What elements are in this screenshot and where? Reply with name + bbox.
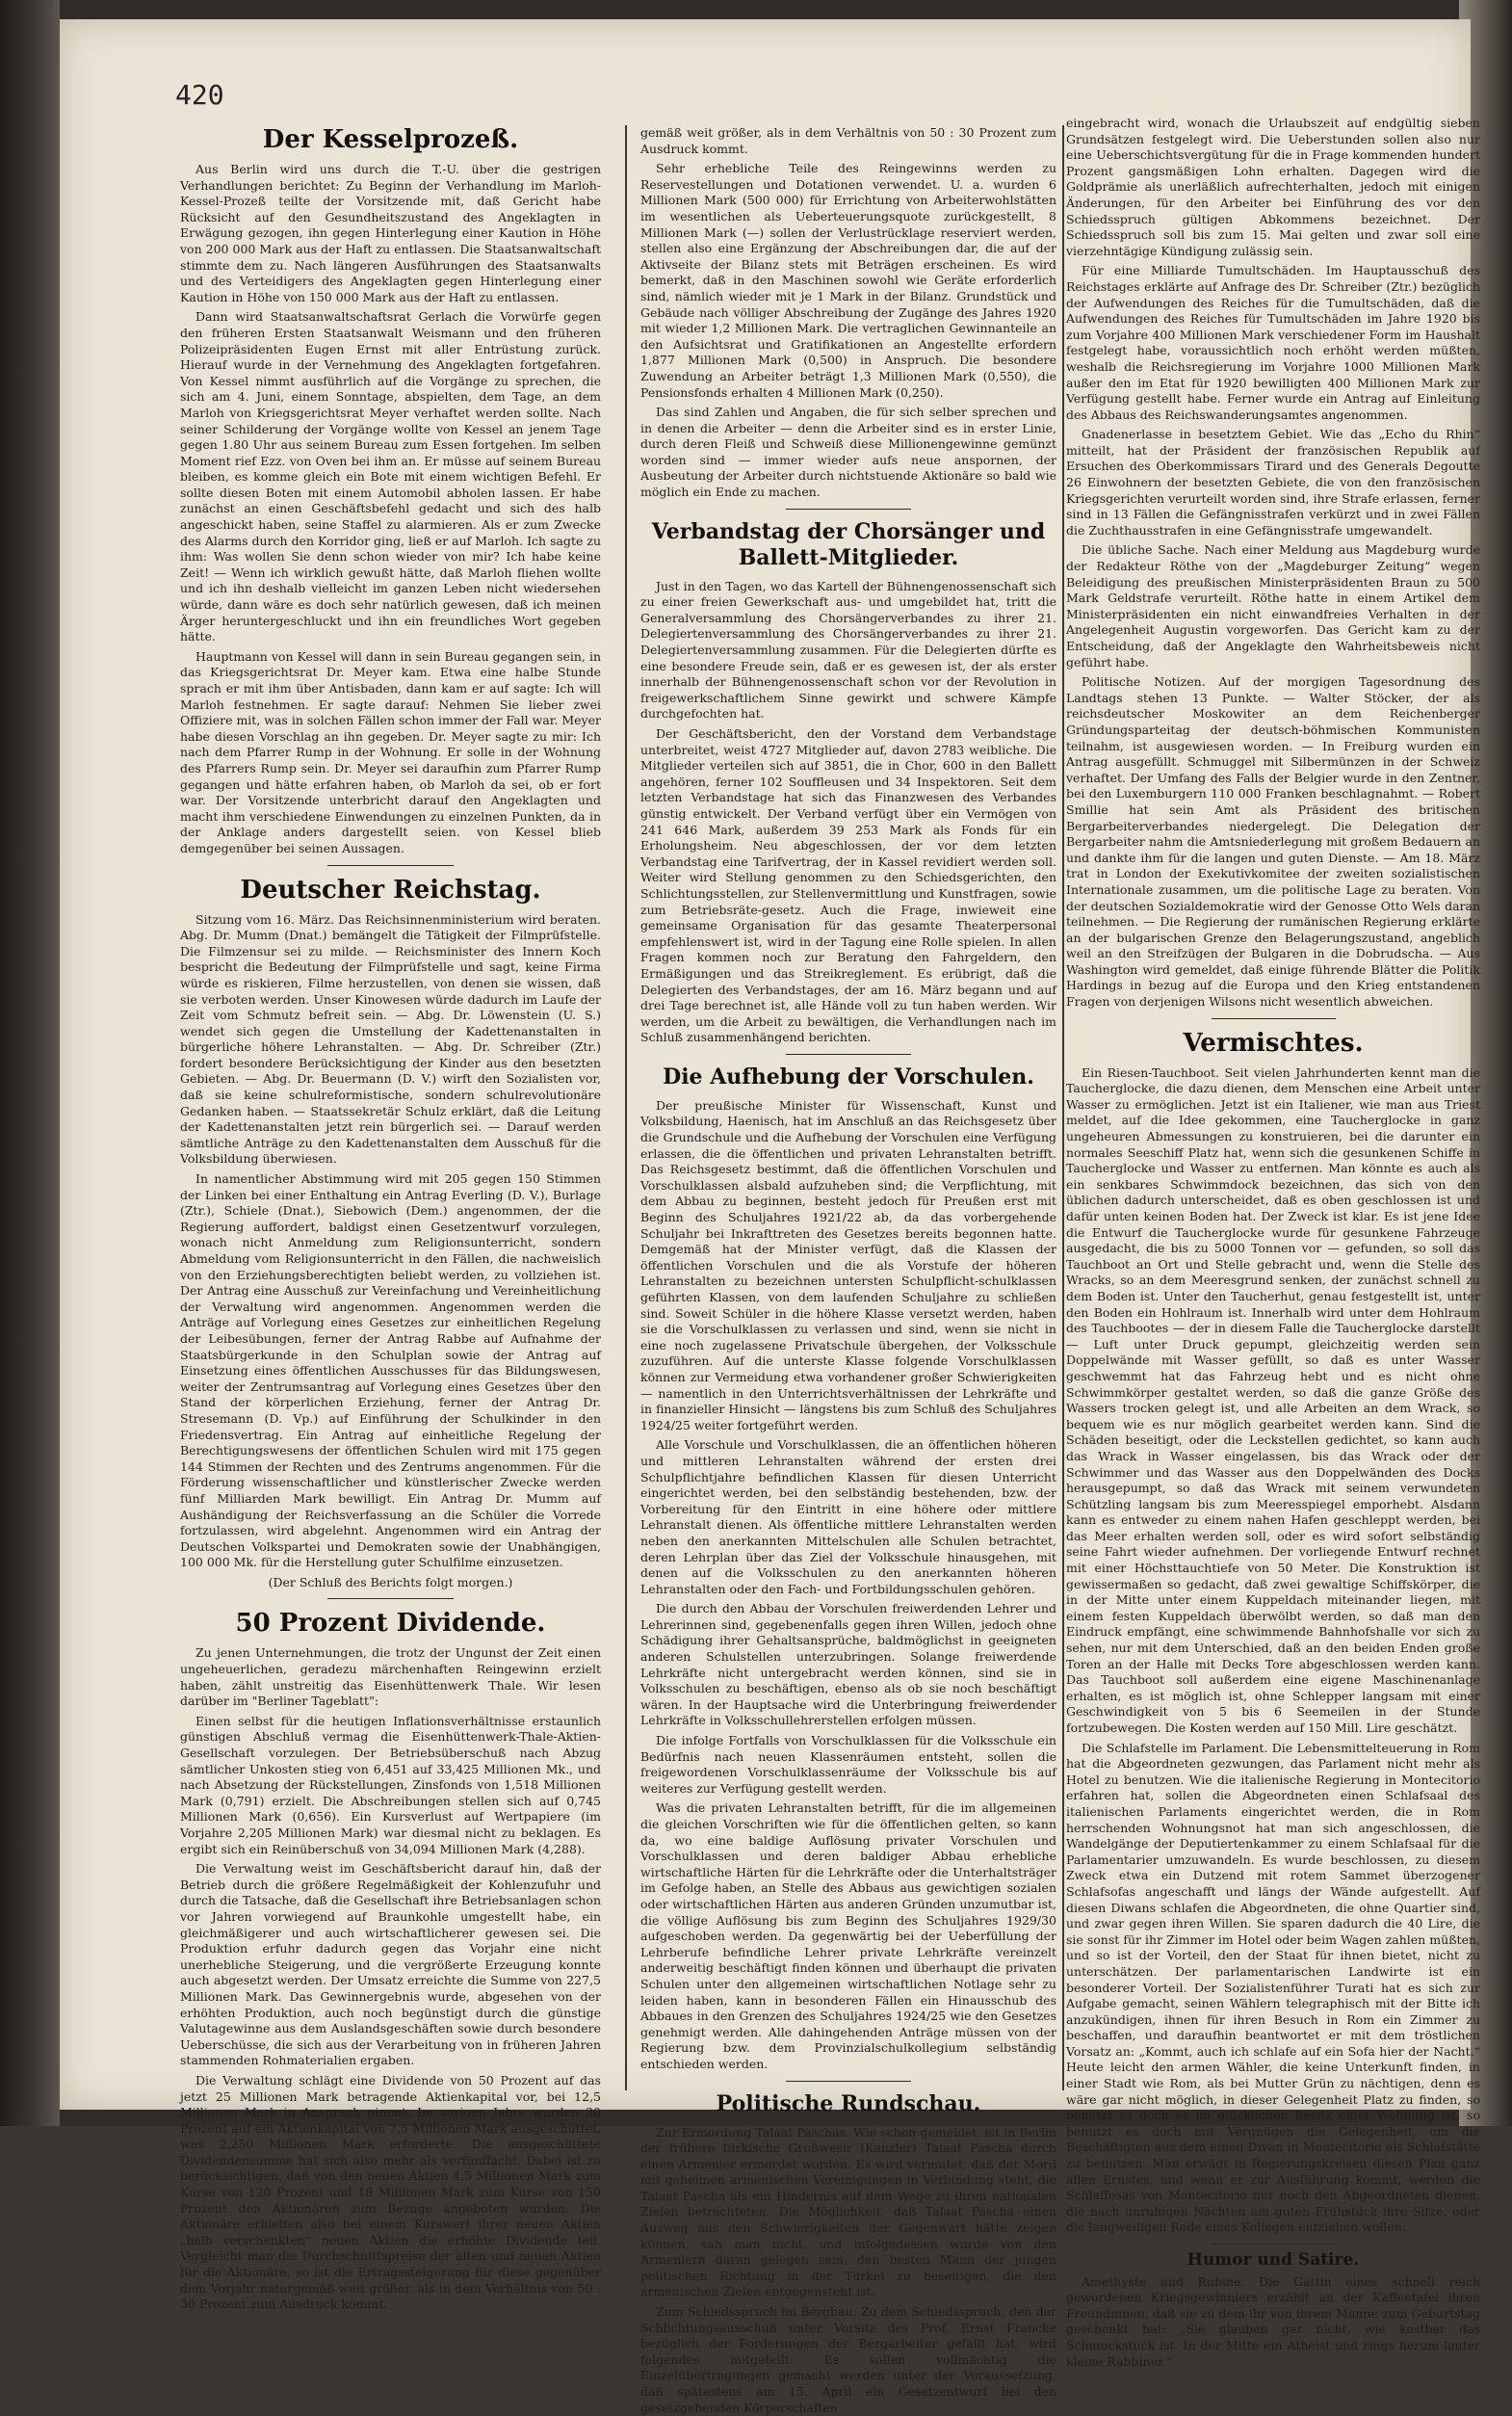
article-paragraph: Die durch den Abbau der Vorschulen freiwerdenden Lehrer und Lehrerinnen sind, gegebenenfalls gegen ihren Willen, jedoch ohne Schädigung ihrer Gehaltsansprüche, baldmöglichst in geeigneten anderen Schulstellen unterzubringen. Solange freiwerdende Lehrkräfte nicht untergebracht werden können, sind sie in Volksschulen zu beschäftigen, ebenso als ob sie noch beschäftigt wären. In der Hauptsache wird die Unterbringung freiwerdender Lehrkräfte in Volksschullehrerstellen erfolgen müssen.	[640, 1601, 1056, 1728]
article-paragraph: Zu jenen Unternehmungen, die trotz der Ungunst der Zeit einen ungeheuerlichen, geradezu märchenhaften Reingewinn erzielt haben, zählt unstreitig das Eisenhüttenwerk Thale. Wir lesen darüber im "Berliner Tageblatt":	[180, 1645, 601, 1709]
article-paragraph: Die Verwaltung schlägt eine Dividende von 50 Prozent auf das jetzt 25 Millionen Mark betragende Aktienkapital vor, bei 12,5 Millionen Mark in Anspruch nimmt. Im vorigen Jahre wurden 30 Prozent auf ein Aktienkapital von 7,5 Millionen Mark ausgeschüttet, was 2,250 Millionen Mark erforderte. Die ausgeschüttete Dividendensumme hat sich also mehr als verfünffacht. Dabei ist zu berücksichtigen, daß von den neuen Aktien 4,5 Millionen Mark zum Kurse von 120 Prozent und 18 Millionen Mark zum Kurse von 150 Prozent den Aktionären zum Bezuge angeboten wurden. Die Aktionäre erhielten also bei einem Kurswert ihrer neuen Aktien „halb verschenkten“ neuen Aktien die erhöhte Dividende teil. Vergleicht man die Durchschnittspreise der alten und neuen Aktien für die Aktionäre, so ist die Ertragssteigerung für diese gegenüber dem Vorjahr naturgemäß weit größer, als in dem Verhältnis von 50 : 30 Prozent zum Ausdruck kommt.	[180, 2072, 601, 2312]
article-paragraph: Just in den Tagen, wo das Kartell der Bühnengenossenschaft sich zu einer freien Gewerkschaft aus- und umgebildet hat, tritt die Generalversammlung des Chorsängerverbandes zu ihrer 21. Delegiertenversammlung des Chorsängerverbandes zu ihrer 21. Delegiertenversammlung zusammen. Für die Delegierten dürfte es eine besondere Freude sein, daß er es gewesen ist, der als erster innerhalb der Bühnengenossenschaft schon vor der Revolution in freigewerkschaftlichem Sinne gewirkt und schwere Kämpfe durchgefochten hat.	[640, 578, 1056, 722]
article-paragraph: Politische Notizen. Auf der morgigen Tagesordnung des Landtags stehen 13 Punkte. — Walter Stöcker, der als reichsdeutscher Moskowiter an dem Reichenberger Gründungsparteitag der deutsch-böhmischen Kommunisten teilnahm, ist ausgewiesen worden. — In Freiburg wurden ein Antrag ausgefüllt. Schmuggel mit Silbermünzen in der Schweiz verhaftet. Der Umfang des Falls der Belgier wurde in den Zentner, bei den Luxemburgern 110 000 Franken beschlagnahmt. — Robert Smillie hat sein Amt als Präsident des britischen Bergarbeiterverbandes niedergelegt. Die Delegation der Bergarbeiter nahm die Amtsniederlegung mit großem Bedauern an und dankte ihm für die langen und guten Dienste. — Am 18. März trat in London der Exekutivkomitee der zweiten sozialistischen Internationale zusammen, um die politische Lage zu beraten. Von der deutschen Sozialdemokratie wird der Genosse Otto Wels daran teilnehmen. — Die Regierung der rumänischen Regierung erklärte an der bulgarischen Grenze den Belagerungszustand, angeblich weil an den Streifzügen der Bulgaren in die Dobrudscha. — Aus Washington wird gemeldet, daß einige führende Blätter die Politik Hardings in bezug auf die Europa und den Krieg entstandenen Fragen von derjenigen Wilsons nicht wesentlich abweichen.	[1066, 674, 1480, 1010]
article-paragraph: Was die privaten Lehranstalten betrifft, für die im allgemeinen die gleichen Vorschriften wie für die öffentlichen gelten, so kann da, wo eine baldige Auflösung privater Vorschulen und Vorschulklassen und deren baldiger Abbau erhebliche wirtschaftliche Härten für die Lehrkräfte oder die Unterhaltsträger im Gefolge haben, an Stelle des Abbaus aus gewichtigen sozialen oder wirtschaftlichen Härten aus anderen Gründen unzumutbar ist, die völlige Auflösung bis zum Beginn des Schuljahres 1929/30 aufgeschoben werden. Da gegenwärtig bei der Ueberfüllung der Lehrberufe befindliche Lehrer private Lehrkräfte vereinzelt anderweitig beschäftigt finden können und überhaupt die privaten Schulen unter den allgemeinen wirtschaftlichen Notlage sehr zu leiden haben, kann in besonderen Fällen ein Hinausschub des Abbaues in den Grenzen des Schuljahres 1924/25 wie den Gesetzes genehmigt werden. Alle dahingehenden Anträge müssen von der Regierung bzw. dem Provinzialschulkollegium selbständig entschieden werden.	[640, 1800, 1056, 2071]
column-2	[640, 125, 1056, 2415]
article-paragraph: gemäß weit größer, als in dem Verhältnis von 50 : 30 Prozent zum Ausdruck kommt.	[640, 125, 1056, 156]
headline-vermischtes: Vermischtes.	[1183, 1028, 1364, 1058]
article-paragraph: Zur Ermordung Talaat Paschas. Wie schon gemeldet, ist in Berlin der frühere türkische Großwesir (Kanzler) Talaat Pascha durch einen Armenier ermordet worden. Es wird vermutet, daß der Mord mit geheimen armenischen Vereinigungen in Verbindung steht, die Talaat Pascha als ein Hindernis auf dem Wege zu ihren nationalen Zielen betrachteten. Die Möglichkeit, daß Talaat Pascha einen Ausweg aus den Schwierigkeiten der Gegenwart hätte zeigen können, sah man nicht, und infolgedessen wurde von den Armeniern daran gelegen sein, den besten Mann der jungen politischen Richtung in der Türkei zu beseitigen, die den armenischen Zielen entgegensteht ist.	[640, 2124, 1056, 2299]
column-rule-right	[1062, 125, 1064, 2090]
divider	[1212, 1018, 1336, 1019]
headline-dividende: 50 Prozent Dividende.	[235, 1609, 546, 1639]
article-paragraph: Gnadenerlasse in besetztem Gebiet. Wie das „Echo du Rhin“ mitteilt, hat der Präsident der französischen Republik auf Ersuchen des Oberkommissars Tirard und des Generals Degoutte 26 Einwohnern der besetzten Gebiete, die von den französischen Kriegsgerichten verurteilt worden sind, ihre Strafe erlassen, ferner sind in 13 Fällen die Gefängnisstrafen verkürzt und in zwei Fällen die Zuchthausstrafen in eine Gefängnisstrafe umgewandelt.	[1066, 427, 1480, 538]
article-note: (Der Schluß des Berichts folgt morgen.)	[268, 1574, 513, 1589]
article-paragraph: Hauptmann von Kessel will dann in sein Bureau gegangen sein, in das Kriegsgerichtsrat Dr. Meyer kam. Etwa eine halbe Stunde sprach er mit ihm über Antisbaden, dann kam er auf sagte: Ich will Marloh festnehmen. Er sagte darauf: Nehmen Sie lieber zwei Offiziere mit, was in solchen Fällen schon immer der Fall war. Meyer habe diesen Vorschlag an ihn gegeben. Dr. Meyer sagte zu mir: Ich nach dem Pfarrer Rump in der Wohnung. Er solle in der Wohnung des Pfarrers Rump sein. Dr. Meyer sei daraufhin zum Pfarrer Rump gegangen und hätte erfahren haben, ob Marloh da sei, ob er fort war. Der Vorsitzende unterbricht darauf den Angeklagten und macht ihm verschiedene Einwendungen zu einzelnen Punkten, da in der Anklage anders dargestellt seien. von Kessel blieb demgegenüber bei seinen Aussagen.	[180, 648, 601, 855]
article-paragraph: Die Verwaltung weist im Geschäftsbericht darauf hin, daß der Betrieb durch die größere Regelmäßigkeit der Kohlenzufuhr und durch die Tatsache, daß die Gesellschaft ihre Betriebsanlagen schon vor Jahren vorwiegend auf Braunkohle umgestellt habe, ein gleichmäßigerer und auch wirtschaftlicherer gewesen sei. Die Produktion erfuhr dadurch gegen das Vorjahr eine nicht unerhebliche Steigerung, und die vergrößerte Erzeugung konnte auch abgesetzt werden. Der Umsatz erreichte die Summe von 227,5 Millionen Mark. Das Gewinnergebnis wurde, abgesehen von der erhöhten Produktion, auch noch begünstigt durch die günstige Valutagewinne aus dem Auslandsgeschäften sowie durch besondere Ueberschüsse, die sich aus der Verarbeitung von in früheren Jahren stammenden Rohmaterialien ergaben.	[180, 1861, 601, 2068]
divider	[327, 1598, 454, 1599]
article-paragraph: Sehr erhebliche Teile des Reingewinns werden zu Reservestellungen und Dotationen verwendet. U. a. wurden 6 Millionen Mark (500 000) für Errichtung von Arbeiterwohlstätten im wesentlichen als Ueberteuerungsquote zurückgestellt, 8 Millionen Mark (—) sollen der Verlustrücklage reserviert werden, stellen also eine Ergänzung der Abschreibungen dar, die auf der Aktivseite der Bilanz stets mit Beträgen erscheinen. Es wird bemerkt, daß in den Maschinen sowohl wie Geräte erforderlich sind, nämlich wieder mit je 1 Mark in der Bilanz. Grundstück und Gebäude nach völliger Abschreibung der Zugänge des Jahres 1920 mit wieder 1,2 Millionen Mark. Die vertraglichen Gewinnanteile an den Aufsichtsrat und Gratifikationen an Angestellte erfordern 1,877 Millionen Mark (0,500) in Anspruch. Die besondere Zuwendung an Arbeiter beträgt 1,3 Millionen Mark (0,550), die Pensionsfonds erhalten 4 Millionen Mark (0,250).	[640, 161, 1056, 400]
article-paragraph: Der preußische Minister für Wissenschaft, Kunst und Volksbildung, Haenisch, hat im Anschluß an das Reichsgesetz über die Grundschule und die Aufhebung der Vorschulen eine Verfügung erlassen, die die öffentlichen und privaten Lehranstalten betrifft. Das Reichsgesetz bestimmt, daß die öffentlichen Vorschulen und Vorschulklassen alsbald aufzuheben sind; die Verpflichtung, mit dem Abbau zu beginnen, besteht jedoch für Preußen erst mit Beginn des Schuljahres 1921/22 ab, da das vorbergehende Schuljahr bei Inkrafttreten des Gesetzes bereits begonnen hatte. Demgemäß hat der Minister verfügt, daß die Klassen der öffentlichen Vorschulen und die als Vorstufe der höheren Lehranstalten zu bezeichnen untersten Schulpflicht-schulklassen geführten Klassen, von dem laufenden Schuljahre zu schließen sind. Soweit Schüler in die höhere Klasse versetzt werden, haben sie die Vorschulklassen zu verlassen und sind, wenn sie nicht in eine noch zugelassene Privatschule übergehen, der Volksschule zuzuführen. Auf die unterste Klasse folgende Vorschulklassen können zur Vermeidung etwa vorhandener großer Schwierigkeiten — namentlich in den Unterrichtsverhältnissen der Lehrkräfte und in finanzieller Hinsicht — längstens bis zum Schluß des Schuljahres 1924/25 weiter fortgeführt werden.	[640, 1097, 1056, 1432]
column-rule-left	[625, 125, 627, 2090]
divider	[786, 2081, 911, 2082]
article-paragraph: Die übliche Sache. Nach einer Meldung aus Magdeburg wurde der Redakteur Röthe von der „Magdeburger Zeitung“ wegen Beleidigung des preußischen Ministerpräsidenten Braun zu 500 Mark Geldstrafe verurteilt. Röthe hatte in einem Artikel dem Ministerpräsidenten ein nicht einwandfreies Verhalten in der Angelegenheit Augustin vorgeworfen. Das Gericht kam zu der Entscheidung, daß der Angeklagte den Wahrheitsbeweis nicht geführt habe.	[1066, 542, 1480, 670]
divider	[786, 509, 911, 510]
newspaper-page	[60, 19, 1480, 2415]
article-paragraph: Die Schlafstelle im Parlament. Die Lebensmittelteuerung in Rom hat die Abgeordneten gezwungen, das Parlament nicht mehr als Hotel zu benutzen. Wie die italienische Regierung in Montecitorio erfahren hat, sollen die Abgeordneten einen Schlafsaal des italienischen Parlaments eingerichtet werden, die in Rom herrschenden Wohnungsnot hat man sich angeschlossen, die Wandelgänge der Deputiertenkammer zu einem Schlafsaal für die Parlamentarier umzuwandeln. Es wurde beschlossen, zu diesem Zweck etwa ein Dutzend mit rotem Sammet überzogener Schlafsofas angeschafft und längs der Wände aufgestellt. Auf diesen Diwans schlafen die Abgeordneten, die ohne Quartier sind, und zwar gegen ihren Willen. Sie sparen dadurch die 40 Lire, die sie sonst für ihr Zimmer im Hotel oder beim Wagen zahlen müßten, und so ist der Vorteil, den der Staat für ihnen bietet, nicht zu unterschätzen. Der parlamentarischen Landwirte ist ein besonderer Vorteil. Der Sozialistenführer Turati hat es sich zur Aufgabe gemacht, seinen Wählern telegraphisch mit der Bitte ich anzukündigen, ihnen für ihren Besuch in Rom ein Zimmer zu beschaffen, und daraufhin beantwortet er mit dem tröstlichen Vorsatz an: „Kommt, auch ich schlafe auf ein Sofa hier der Nacht.“ Heute leicht den armen Wähler, die keine Unterkunft finden, in einer Stadt wie Rom, als bei Mutter Grün zu nächtigen, denn es wäre gar nicht möglich, in dieser Gelegenheit Platz zu finden, so benutzt es doch es im glücklichen Besitz einer Wohnung ist, so benutzt es doch mit Vergnügen die Gelegenheit, um die Beschäftigten aus dem einen Divan in Montecitorio als Schlafstätte zu benutzen. Man erwägt in Regierungskreisen diesen Plan ganz allen Ernstes, und wenn er zur Ausführung kommt, werden die Schlaffosas von Montecitorio nur noch den Abgeordneten dienen, die nach unruhigen Nächten am guten Frühstück ihre Sitze, oder die langweiligen Rede eines Kollegen entziehen wollen.	[1066, 1740, 1480, 2235]
article-paragraph: Ein Riesen-Tauchboot. Seit vielen Jahrhunderten kennt man die Taucherglocke, die dazu dienen, dem Menschen eine Arbeit unter Wasser zu ermöglichen. Jetzt ist ein Italiener, wie man aus Triest meldet, auf die Idee gekommen, eine Taucherglocke in ganz ungeheuren Abmessungen zu konstruieren, bei die darunter ein normales Seeschiff Platz hat, wenn sich die gesunkenen Schiffe in Taucherglocke und Wasser zu entfernen. Man könnte es auch als ein senkbares Schwimmdock bezeichnen, das sich von den üblichen dadurch unterscheidet, daß es oben geschlossen ist und dafür unten keinen Boden hat. Der Zweck ist klar. Es ist jene Idee die Entwurf die Taucherglocke wurde für gesunkene Fahrzeuge ausgedacht, die bis zu 5000 Tonnen vor — gefunden, so soll das Tauchboot an Ort und Stelle gebracht und, wenn die Stelle des Wracks, so an dem Meeresgrund senken, der zunächst schnell zu dem Boden ist. Unter den Taucherhut, genau festgestellt ist, unter den Boden ein Hohlraum ist. Innerhalb wird unter dem Hohlraum des Tauchbootes — der in diesem Falle die Taucherglocke darstellt — Luft unter Druck gepumpt, gleichzeitig werden sein Doppelwände mit Wasser gefüllt, so daß es unter Wasser geschwemmt hat das Fahrzeug hebt und es nicht ohne Schwimmkörper gestaltet werden, so daß die ganze Größe des Wassers trocken gelegt ist, und alle Arbeiten an dem Wrack, so bequem wie es nur möglich gearbeitet werden kann. Sind die Schäden beseitigt, oder die Leckstellen gedichtet, so kann auch das Wrack in Wasser eingelassen, bis das Wrack oder der Schwimmer und das Wasser aus den Doppelwänden des Docks herausgepumpt, so daß das Wrack mit seinem verwundeten Schützling langsam bis zum Meeresspiegel emporhebt. Alsdann kann es entweder zu einem nahen Hafen geschleppt werden, bei das Meer erhalten werden soll, oder es wird sofort selbständig seine Fahrt wieder aufnehmen. Der vorliegende Entwurf rechnet mit einer Höchsttauchtiefe von 50 Meter. Die Konstruktion ist gewissermaßen so gedacht, daß zwei gewaltige Schiffskörper, die in der Mitte unter einem Kuppeldach miteinander liegen, mit einem festen Kuppeldach überwölbt werden, so daß man den Eindruck empfängt, eine schwimmende Bahnhofshalle vor sich zu sehen, nur mit dem Unterschied, daß an den beiden Enden große Toren an der Halle mit Decks Tore abgeschlossen werden kann. Das Tauchboot soll außerdem eine eigene Maschinenanlage erhalten, es ist möglich ist, ohne Schlepper langsam mit einer Geschwindigkeit von 5 bis 6 Seemeilen in der Stunde fortzubewegen. Die Kosten werden auf 150 Mill. Lire geschätzt.	[1066, 1064, 1480, 1735]
article-paragraph: Einen selbst für die heutigen Inflationsverhältnisse erstaunlich günstigen Abschluß vermag die Eisenhüttenwerk-Thale-Aktien-Gesellschaft vorzulegen. Der Betriebsüberschuß nach Abzug sämtlicher Unkosten stieg von 6,451 auf 33,425 Millionen Mk., und nach Absetzung der Rückstellungen, Zinsfonds von 1,518 Millionen Mark (0,791) erzielt. Die Abschreibungen stellen sich auf 0,745 Millionen Mark (0,656). Ein Kursverlust auf Wertpapiere (im Vorjahre 2,205 Millionen Mark) war diesmal nicht zu beklagen. Es ergibt sich ein Reinüberschuß von 34,094 Millionen Mark (4,288).	[180, 1713, 601, 1856]
divider	[786, 1054, 911, 1055]
book-binding-left	[0, 0, 60, 2126]
headline-humor: Humor und Satire.	[1186, 2250, 1360, 2270]
column-1	[180, 116, 601, 2312]
headline-reichstag: Deutscher Reichstag.	[240, 875, 541, 905]
article-paragraph: Der Geschäftsbericht, den der Vorstand dem Verbandstage unterbreitet, weist 4727 Mitglieder auf, davon 2783 weibliche. Die Mitglieder verteilen sich auf 3851, die in Chor, 600 in den Ballett angehören, ferner 102 Souffleusen und 34 Inspektoren. Seit dem letzten Verbandstage hat sich das Finanzwesen des Verbandes günstig entwickelt. Der Verband verfügt über ein Vermögen von 241 646 Mark, außerdem 39 253 Mark als Fonds für ein Erholungsheim. Neu abgeschlossen, der vor dem letzten Verbandstag eine Tarifvertrag, der in Kassel revidiert werden soll. Weiter wird Stellung genommen zu den Schiedsgerichten, den Schlichtungsstellen, zur Stellenvermittlung und Kunstfragen, sowie zum Betriebsräte-gesetz. Auch die Frage, inwieweit eine gemeinsame Organisation für das gesamte Theaterpersonal empfehlenswert ist, wird in der Tagung eine Rolle spielen. In allen Fragen kommen noch zur Beratung den Fahrgeldern, den Ermäßigungen und das Streikreglement. Es erübrigt, daß die Delegierten des Verbandstages, der am 16. März begann und auf drei Tage berechnet ist, alle Hände voll zu tun haben werden. Wir werden, um die Arbeit zu bewältigen, die Verhandlungen nach im Schluß zusammenhängend berichten.	[640, 726, 1056, 1045]
headline-vorschulen: Die Aufhebung der Vorschulen.	[663, 1064, 1034, 1090]
article-paragraph: Aus Berlin wird uns durch die T.-U. über die gestrigen Verhandlungen berichtet: Zu Beginn der Verhandlung im Marloh-Kessel-Prozeß teilte der Vorsitzende mit, daß Gericht habe Rücksicht auf den Gesundheitszustand des Angeklagten in Erwägung gezogen, ihn gegen Hinterlegung einer Kaution in Höhe von 200 000 Mark aus der Haft zu entlassen. Die Staatsanwaltschaft stimmte dem zu. Nach längeren Ausführungen des Staatsanwalts und des Verteidigers des Angeklagten gegen Hinterlegung einer Kaution in Höhe von 150 000 Mark aus der Haft zu entlassen.	[180, 162, 601, 304]
article-paragraph: In namentlicher Abstimmung wird mit 205 gegen 150 Stimmen der Linken bei einer Enthaltung ein Antrag Everling (D. V.), Burlage (Ztr.), Schiele (Dnat.), Siebowich (Dem.) angenommen, der die Regierung auffordert, baldigst einen Gesetzentwurf vorzulegen, wonach nicht Anmeldung zum Religionsunterricht, sondern Abmeldung vom Religionsunterricht in den Fällen, die nachweislich von den Erziehungsberechtigten beliebt werden, zu vollziehen ist. Der Antrag eine Ausschuß zur Vereinfachung und Vereinheitlichung der Verwaltung wird angenommen. Angenommen werden die Anträge auf Vorlegung eines Gesetzes zur einheitlichen Regelung der Leibesübungen, ferner der Antrag Rabbe auf Aufnahme der Staatsbürgerkunde in den Schulplan sowie der Antrag auf Einsetzung eines öffentlichen Ausschusses für das Bildungswesen, weiter der Zentrumsantrag auf Vorlegung eines Gesetzes über den Stand der körperlichen Erziehung, ferner der Antrag Dr. Stresemann (D. Vp.) auf Einführung der Schulkinder in den Friedensvertrag. Ein Antrag auf einheitliche Regelung der Berechtigungswesens der öffentlichen Schulen wird mit 175 gegen 144 Stimmen der Rechten und des Zentrums angenommen. Für die Förderung wissenschaftlicher und künstlerischer Zwecke werden fünf Milliarden Mark bewilligt. Ein Antrag Dr. Mumm auf Aushändigung der Reichsverfassung an die Schüler die Vorrede fortzulassen, wird abgelehnt. Angenommen wird ein Antrag der Deutschen Volkspartei und Demokraten sowie der Unabhängigen, 100 000 Mk. für die Herstellung guter Schulfilme einzusetzen.	[180, 1171, 601, 1570]
article-paragraph: Zum Schiedsspruch im Bergbau. Zu dem Schiedsspruch, den der Schlichtungsausschuß unter Vorsitz des Prof. Ernst Francke bezüglich der Forderungen der Bergarbeiter gefällt hat, wird folgendes mitgeteilt: Es sollen vollmächtig die Einzelübertragungen gemacht werden unter der Voraussetzung, daß spätestens am 15. April ein Gesetzentwurf bei den gesetzgebenden Körperschaften	[640, 2304, 1056, 2415]
article-paragraph: Die infolge Fortfalls von Vorschulklassen für die Volksschule ein Bedürfnis nach neuen Klassenräumen entsteht, sollen die freigewordenen Vorschulklassenräume der Volksschule bis auf weiteres zur Verfügung gestellt werden.	[640, 1733, 1056, 1796]
headline-rundschau: Politische Rundschau.	[716, 2090, 981, 2116]
headline-verbandstag: Verbandstag der Chorsänger und Ballett-Mitglieder.	[651, 518, 1046, 570]
article-paragraph: Dann wird Staatsanwaltschaftsrat Gerlach die Vorwürfe gegen den früheren Ersten Staatsanwalt Weismann und den früheren Polizeipräsidenten Eugen Ernst mit aller Entrüstung zurück. Hierauf wurde in der Vernehmung des Angeklagten fortgefahren. Von Kessel nimmt ausführlich auf die Vorgänge zu sprechen, die sich am 4. Juni, einem Sonntage, abspielten, dem Tage, an dem Marloh von Kriegsgerichtsrat Meyer verhaftet werden sollte. Nach seiner Schilderung der Vorgänge wollte von Kessel an jenem Tage gegen 1.80 Uhr aus seinem Bureau zum Essen fortgehen. Im selben Moment rief Ezz. von Oven bei ihm an. Er müsse auf seinem Bureau bleiben, es komme gleich ein Bote mit einem wichtigen Befehl. Er sollte diesen Boten mit einem Automobil abholen lassen. Er habe zunächst an einen Geschäftsbefehl gedacht und sich des halb angeschickt haben, seine Staffel zu alarmieren. Als er zum Zwecke des Alarms durch den Korridor ging, ließ er auf Marloh. Ich sagte zu ihm: Was wollen Sie denn schon wieder von mir? Ich habe keine Zeit! — Wenn ich wirklich gewußt hätte, daß Marloh fliehen wollte und ich ihn deshalb vielleicht im ganzen Leben nicht wiedersehen würde, dann wäre es doch sehr natürlich gewesen, daß ich meinen Ärger heruntergeschluckt und ihn ein freundliches Wort gegeben hätte.	[180, 309, 601, 644]
divider	[327, 865, 454, 866]
headline-kesselprozess: Der Kesselprozeß.	[262, 125, 519, 154]
column-3	[1066, 116, 1480, 2369]
article-paragraph: Alle Vorschule und Vorschulklassen, die an öffentlichen höheren und mittleren Lehranstalten während der ersten drei Schulpflichtjahre befindlichen Klassen für diesen Unterricht eingerichtet werden, bei den selbständig bestehenden, bzw. der Vorbereitung für den Eintritt in eine höhere oder mittlere Lehranstalt dienen. Als öffentliche mittlere Lehranstalten werden neben den anerkannten Mittelschulen alle Schulen betrachtet, deren Lehrplan über das Ziel der Volksschule hinausgehen, mit denen auf die Volksschulen zu den anerkannten höheren Lehranstalten oder den Fach- und Fortbildungsschulen gehören.	[640, 1437, 1056, 1596]
divider	[1212, 2244, 1336, 2245]
article-paragraph: Das sind Zahlen und Angaben, die für sich selber sprechen und in denen die Arbeiter — denn die Arbeiter sind es in erster Linie, durch deren Fleiß und Schweiß diese Millionengewinne gemünzt worden sind — immer wieder aufs neue anspornen, der Ausbeutung der Arbeiter durch nichtstuende Aktionäre so bald wie möglich ein Ende zu machen.	[640, 405, 1056, 500]
article-paragraph: eingebracht wird, wonach die Urlaubszeit auf endgültig sieben Grundsätzen festgelegt wird. Die Ueberstunden sollen also nur eine Ueberschichtsvergütung für die in Frage kommenden hundert Prozent gangsmäßigen Lohn erhalten. Dagegen wird die Goldprämie als unerläßlich aufrechterhalten, jedoch mit einigen Änderungen, für den Arbeiter bei Einführung des vor den Schiedsspruch gültigen Abkommens bezeichnet. Der Schiedsspruch soll bis zum 15. Mai gelten und zwar soll eine vierzehntägige Kündigung zulässig sein.	[1066, 116, 1480, 258]
page-number: 420	[175, 79, 224, 111]
article-paragraph: Sitzung vom 16. März. Das Reichsinnenministerium wird beraten. Abg. Dr. Mumm (Dnat.) bemängelt die Tätigkeit der Filmprüfstelle. Die Filmzensur sei zu milde. — Reichsminister des Innern Koch bespricht die Bedeutung der Filmprüfstelle und sagt, keine Firma würde es riskieren, Filme herzustellen, von denen sie wissen, daß sie verboten werden. Unser Kinowesen würde dadurch im Laufe der Zeit vom Schmutz befreit sein. — Abg. Dr. Löwenstein (U. S.) wendet sich gegen die Umstellung der Kadettenanstalten in bürgerliche höhere Lehranstalten. — Abg. Dr. Schreiber (Ztr.) fordert besondere Berücksichtigung der Kinder aus den besetzten Gebieten. — Abg. Dr. Beuermann (D. V.) wirft den Sozialisten vor, daß sie keine schulreformistische, sondern schulrevolutionäre Gedanken haben. — Staatssekretär Schulz erklärt, daß die Leitung der Kadettenanstalten jetzt rein bürgerlich sei. — Darauf werden sämtliche Anträge zu den Kadettenanstalten dem Ausschuß für die Volksbildung überwiesen.	[180, 911, 601, 1167]
article-paragraph: Amethyste und Rubine. Die Gattin eines schnell reich gewordenen Kriegsgewinnlers erzählt an der Kaffeetafel ihren Freundinnen, daß sie zu dem ihr von ihrem Manne zum Geburtstag geschenkt hat: „Sie glauben gar nicht, wie kostbar das Schmuckstück ist. In der Mitte ein Atheist und rings herum lauter kleine Rabbiner.“	[1066, 2273, 1480, 2369]
article-paragraph: Für eine Milliarde Tumultschäden. Im Hauptausschuß des Reichstages erklärte auf Anfrage des Dr. Schreiber (Ztr.) bezüglich der Aufwendungen des Reiches für die Tumultschäden, daß die Aufwendungen des Reiches für Tumultschäden im Jahre 1920 bis zum Vorjahre 400 Millionen Mark verschiedener Form im Haushalt festgelegt habe, voraussichtlich noch erhöht werden müßten, weshalb die Reichsregierung im Vorjahre 1000 Millionen Mark außer den im Etat für 1920 bewilligten 400 Millionen Mark zur Verfügung gestellt habe. Ferner wurde ein Antrag auf Einleitung des Abbaus des Reichswanderungsamtes angenommen.	[1066, 263, 1480, 422]
